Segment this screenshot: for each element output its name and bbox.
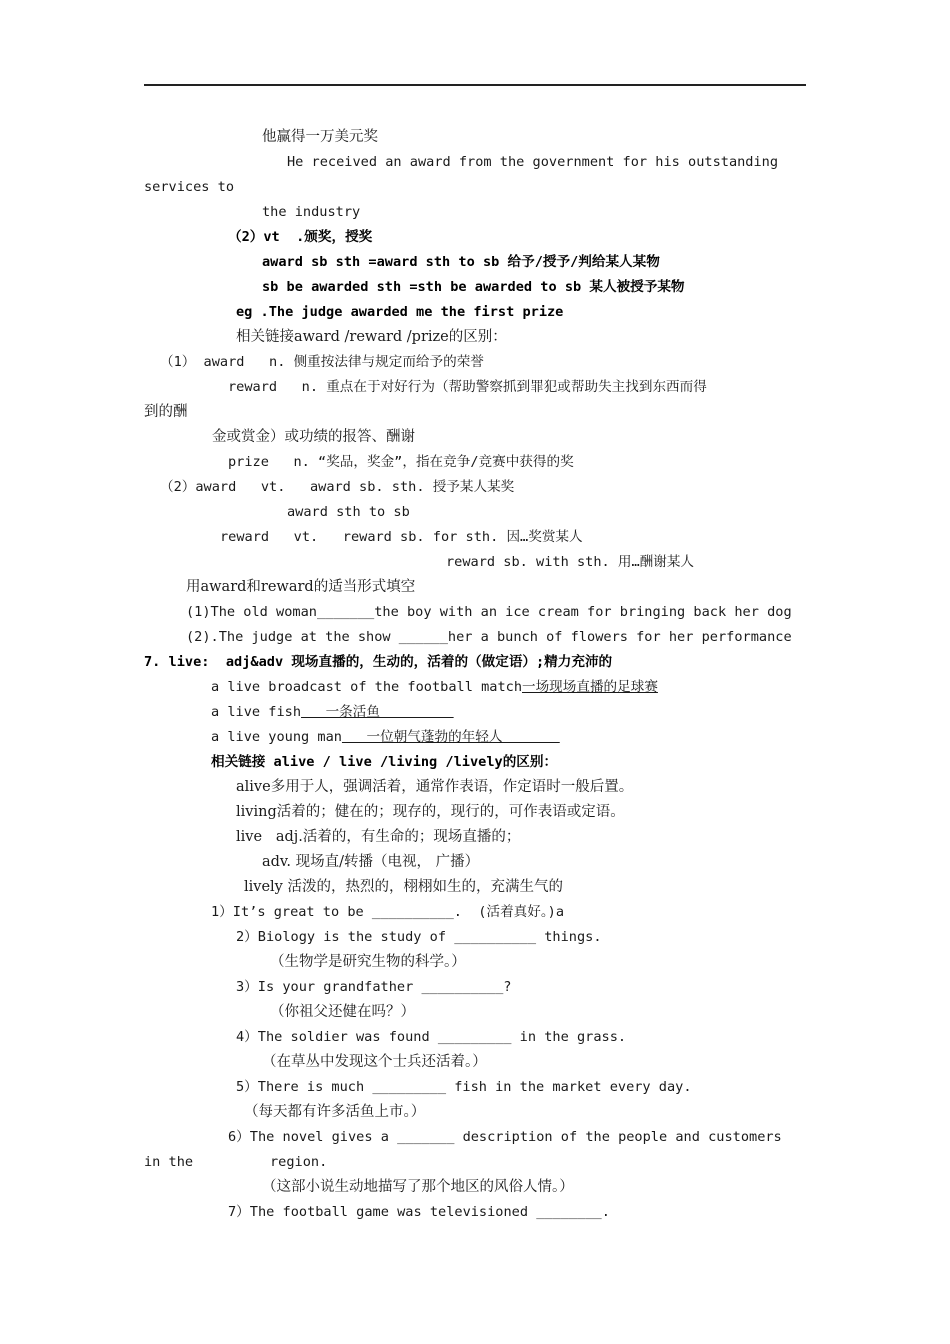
text-line: (1)The old woman_______the boy with an ice cream for bringing back her dog bbox=[186, 604, 792, 620]
text-line: （这部小说生动地描写了那个地区的风俗人情。） bbox=[262, 1179, 574, 1195]
text-line: （你祖父还健在吗？） bbox=[270, 1004, 415, 1020]
translation-underlined: 一条活鱼 bbox=[301, 704, 454, 720]
text-line: alive多用于人，强调活着，通常作表语，作定语时一般后置。 bbox=[236, 779, 634, 795]
text-line: （2）award vt. award sb. sth. 授予某人某奖 bbox=[160, 479, 515, 495]
text-line: lively 活泼的，热烈的，栩栩如生的，充满生气的 bbox=[244, 879, 563, 895]
text-line bbox=[211, 702, 454, 722]
text-line: （2）vt .颁奖，授奖 bbox=[228, 229, 373, 245]
text-line: (2).The judge at the show ______her a bunch of flowers for her performance bbox=[186, 629, 792, 645]
text-line: He received an award from the government for his outstanding bbox=[287, 154, 779, 170]
example-phrase: a live broadcast of the football match bbox=[211, 679, 522, 695]
text-line: 相关链接award /reward /prize的区别： bbox=[236, 329, 507, 345]
exercise-item: 6）The novel gives a _______ description of the people and customers bbox=[228, 1129, 782, 1145]
text-line: live adj.活着的，有生命的；现场直播的； bbox=[236, 829, 521, 845]
text-line: region. bbox=[270, 1154, 328, 1170]
text-line: 他赢得一万美元奖 bbox=[262, 129, 378, 145]
example-phrase: a live young man bbox=[211, 729, 342, 745]
text-line: reward sb. with sth. 用…酬谢某人 bbox=[446, 554, 695, 570]
text-line: （生物学是研究生物的科学。） bbox=[270, 954, 466, 970]
text-line: adv. 现场直/转播（电视， 广播） bbox=[262, 854, 480, 870]
text-line: the industry bbox=[262, 204, 361, 220]
text-line: services to bbox=[144, 179, 235, 195]
header-rule bbox=[144, 84, 806, 86]
exercise-item: 4）The soldier was found _________ in the grass. bbox=[236, 1029, 627, 1045]
exercise-item: 3）Is your grandfather __________? bbox=[236, 979, 512, 995]
text-line: （1） award n. 侧重按法律与规定而给予的荣誉 bbox=[160, 354, 484, 370]
exercise-item: 2）Biology is the study of __________ things. bbox=[236, 929, 602, 945]
text-line: 金或赏金）或功绩的报答、酬谢 bbox=[212, 429, 415, 445]
example-phrase: a live fish bbox=[211, 704, 302, 720]
text-line: 用award和reward的适当形式填空 bbox=[186, 579, 416, 595]
exercise-item: 5）There is much _________ fish in the market every day. bbox=[236, 1079, 692, 1095]
text-line: 相关链接 alive / live /living /lively的区别： bbox=[211, 754, 558, 770]
text-line: award sb sth =award sth to sb 给予/授予/判给某人某物 bbox=[262, 254, 660, 270]
text-line: living活着的；健在的；现存的，现行的，可作表语或定语。 bbox=[236, 804, 625, 820]
text-line: （每天都有许多活鱼上市。） bbox=[244, 1104, 426, 1120]
exercise-item: 7）The football game was televisioned ________. bbox=[228, 1204, 610, 1220]
text-line bbox=[211, 677, 658, 697]
translation-underlined: 一场现场直播的足球赛 bbox=[522, 679, 658, 695]
translation-underlined: 一位朝气蓬勃的年轻人 bbox=[341, 729, 560, 745]
text-line: prize n. “奖品，奖金”，指在竞争/竞赛中获得的奖 bbox=[228, 454, 574, 470]
text-line: 到的酬 bbox=[144, 404, 188, 420]
text-line: eg .The judge awarded me the first prize bbox=[236, 304, 564, 320]
text-line: in the bbox=[144, 1154, 194, 1170]
text-line bbox=[211, 727, 560, 747]
text-line: reward n. 重点在于对好行为（帮助警察抓到罪犯或帮助失主找到东西而得 bbox=[228, 379, 707, 395]
exercise-item: 1）It’s great to be __________. (活着真好。)a bbox=[211, 904, 565, 920]
text-line: sb be awarded sth =sth be awarded to sb 某人被授予某物 bbox=[262, 279, 685, 295]
text-line: reward vt. reward sb. for sth. 因…奖赏某人 bbox=[220, 529, 583, 545]
section-heading: 7. live: adj&adv 现场直播的，生动的，活着的（做定语）;精力充沛的 bbox=[144, 654, 613, 670]
text-line: award sth to sb bbox=[287, 504, 410, 520]
text-line: （在草丛中发现这个士兵还活着。） bbox=[262, 1054, 487, 1070]
